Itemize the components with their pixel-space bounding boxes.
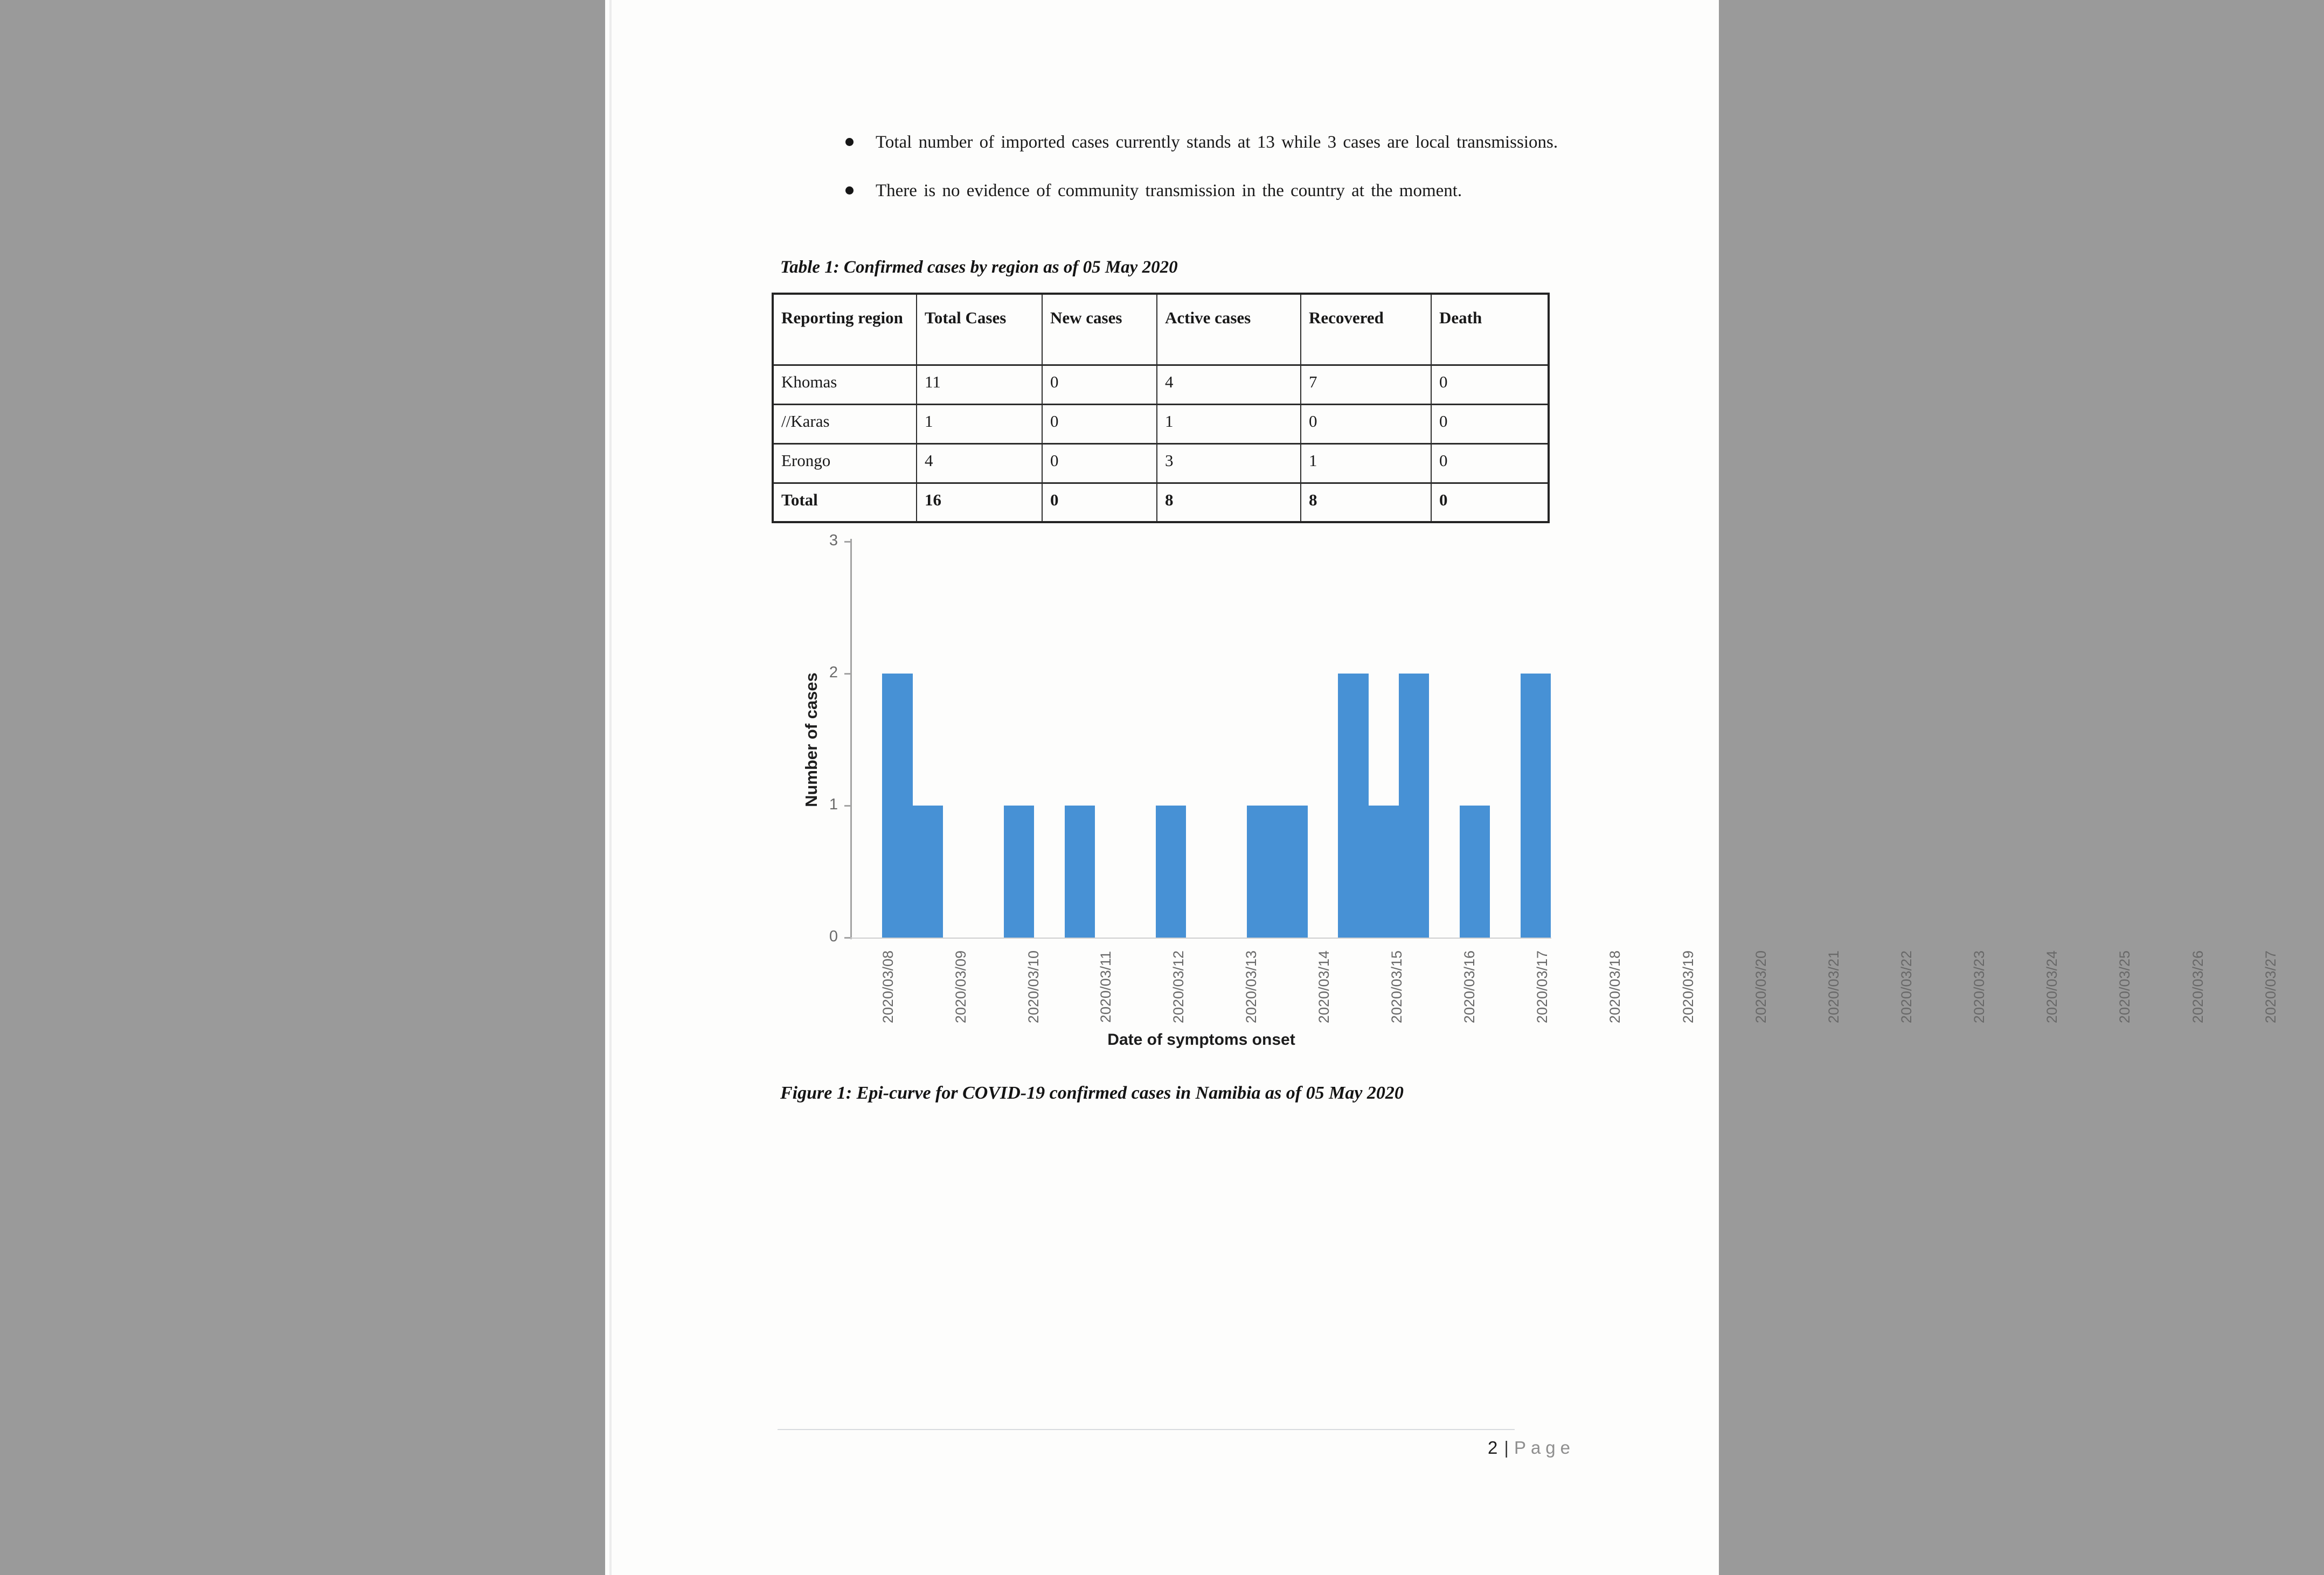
table-header-cell: New cases (1042, 294, 1157, 365)
document-page (605, 0, 2279, 1575)
bar-slot (1065, 542, 1095, 938)
y-tick-label: 2 (829, 664, 838, 681)
confirmed-cases-table (772, 293, 1550, 523)
y-tick-label: 3 (829, 532, 838, 549)
x-label-slot (1870, 942, 1943, 1031)
y-tick-label: 1 (829, 796, 838, 813)
x-label-slot (1579, 942, 1652, 1031)
bar (913, 806, 943, 938)
region-cell: Erongo (773, 443, 917, 483)
value-cell: 0 (1042, 443, 1157, 483)
value-cell: 1 (1301, 443, 1431, 483)
bar-slot (1369, 542, 1399, 938)
bullet-text: There is no evidence of community transmission in the country at the moment. (876, 181, 1462, 200)
value-cell: 8 (1157, 483, 1301, 522)
x-tick-label: 2020/03/16 (1461, 950, 1478, 1023)
table-row (773, 404, 1549, 443)
x-label-slot (2089, 942, 2161, 1031)
x-tick-label: 2020/03/24 (2044, 950, 2061, 1023)
y-tick-mark (844, 541, 851, 543)
bar-slot (1156, 542, 1186, 938)
x-label-slot (1652, 942, 1725, 1031)
x-label-slot (997, 942, 1070, 1031)
x-tick-label: 2020/03/09 (953, 950, 969, 1023)
x-tick-label: 2020/03/26 (2189, 950, 2206, 1023)
page-number: 2 (1488, 1438, 1498, 1458)
bar-slot (1521, 542, 1551, 938)
bar-slot (943, 542, 973, 938)
x-label-slot (2016, 942, 2089, 1031)
bar-slot (852, 542, 882, 938)
x-tick-label: 2020/03/27 (2262, 950, 2279, 1023)
x-tick-label: 2020/03/15 (1389, 950, 1405, 1023)
table-row (773, 483, 1549, 522)
x-label-slot (852, 942, 925, 1031)
bar-slot (913, 542, 943, 938)
x-label-slot (925, 942, 997, 1031)
bar-slot (1460, 542, 1490, 938)
value-cell: 0 (1431, 483, 1549, 522)
value-cell: 0 (1301, 404, 1431, 443)
x-label-slot (1506, 942, 1579, 1031)
plot-area (852, 542, 1551, 938)
x-label-slot (1798, 942, 1870, 1031)
bar-slot (1217, 542, 1247, 938)
x-tick-label: 2020/03/11 (1098, 950, 1114, 1023)
x-label-slot (1943, 942, 2016, 1031)
bar (882, 674, 912, 938)
x-tick-label: 2020/03/17 (1534, 950, 1551, 1023)
x-tick-label: 2020/03/19 (1680, 950, 1696, 1023)
bar-slot (1004, 542, 1034, 938)
bar (1521, 674, 1551, 938)
x-label-slot (1725, 942, 1798, 1031)
bar-slot (1034, 542, 1064, 938)
y-axis-title-text: Number of cases (802, 672, 821, 807)
bar (1338, 674, 1368, 938)
x-tick-label: 2020/03/10 (1025, 950, 1042, 1023)
bar (1156, 806, 1186, 938)
bullet-list (842, 122, 1578, 219)
x-label-slot (1433, 942, 1506, 1031)
bar-slot (1277, 542, 1307, 938)
bar-slot (882, 542, 912, 938)
x-axis-line (850, 938, 1551, 939)
value-cell: 0 (1042, 404, 1157, 443)
x-tick-label: 2020/03/20 (1752, 950, 1769, 1023)
x-tick-label: 2020/03/22 (1898, 950, 1915, 1023)
value-cell: 4 (917, 443, 1042, 483)
value-cell: 3 (1157, 443, 1301, 483)
bullet-text: Total number of imported cases currently stands at 13 while 3 cases are local transmissions. (876, 133, 1558, 152)
x-tick-label: 2020/03/21 (1825, 950, 1842, 1023)
footer-page-label: Page (1514, 1438, 1576, 1458)
footer-rule (778, 1429, 1515, 1430)
bar (1460, 806, 1490, 938)
bar (1247, 806, 1277, 938)
value-cell: 0 (1042, 483, 1157, 522)
bar (1065, 806, 1095, 938)
table-header-row (773, 294, 1549, 365)
bar-slot (1490, 542, 1520, 938)
x-tick-label: 2020/03/12 (1170, 950, 1187, 1023)
bar-slot (1429, 542, 1459, 938)
value-cell: 1 (917, 404, 1042, 443)
x-tick-label: 2020/03/14 (1315, 950, 1332, 1023)
table-title: Table 1: Confirmed cases by region as of 05 May 2020 (780, 258, 1178, 277)
bullet-dot-icon (845, 138, 854, 146)
bullet-dot-icon (845, 186, 854, 195)
bullet-item (842, 170, 1578, 211)
value-cell: 16 (917, 483, 1042, 522)
y-tick-label: 0 (829, 928, 838, 945)
value-cell: 7 (1301, 365, 1431, 404)
table-row (773, 443, 1549, 483)
x-tick-label: 2020/03/13 (1243, 950, 1259, 1023)
figure-caption: Figure 1: Epi-curve for COVID-19 confirmed cases in Namibia as of 05 May 2020 (780, 1083, 1404, 1103)
bullet-item (842, 122, 1578, 163)
value-cell: 0 (1431, 443, 1549, 483)
x-label-slot (1070, 942, 1142, 1031)
bar-slot (1186, 542, 1216, 938)
bar-slot (974, 542, 1004, 938)
bar (1004, 806, 1034, 938)
table-header-cell: Active cases (1157, 294, 1301, 365)
bar-slot (1095, 542, 1125, 938)
x-tick-label: 2020/03/18 (1607, 950, 1624, 1023)
value-cell: 4 (1157, 365, 1301, 404)
value-cell: 0 (1431, 404, 1549, 443)
x-tick-label: 2020/03/08 (880, 950, 897, 1023)
table-row (773, 365, 1549, 404)
x-tick-label: 2020/03/23 (1971, 950, 1988, 1023)
value-cell: 1 (1157, 404, 1301, 443)
x-label-slot (1288, 942, 1361, 1031)
x-label-slot (2162, 942, 2235, 1031)
bar-slot (1338, 542, 1368, 938)
table-header-cell: Reporting region (773, 294, 917, 365)
x-label-slot (2235, 942, 2307, 1031)
bar (1277, 806, 1307, 938)
table-header-cell: Death (1431, 294, 1549, 365)
page-footer (1488, 1438, 1575, 1458)
epi-curve-chart (605, 525, 2279, 1064)
table-header-cell: Recovered (1301, 294, 1431, 365)
y-tick-mark (844, 805, 851, 807)
region-cell: Khomas (773, 365, 917, 404)
bar-slot (1399, 542, 1429, 938)
value-cell: 0 (1042, 365, 1157, 404)
bar-slot (1247, 542, 1277, 938)
value-cell: 0 (1431, 365, 1549, 404)
x-label-slot (1361, 942, 1433, 1031)
x-axis-title: Date of symptoms onset (1107, 1031, 1295, 1049)
bar (1369, 806, 1399, 938)
x-tick-label: 2020/03/25 (2117, 950, 2133, 1023)
value-cell: 8 (1301, 483, 1431, 522)
bar (1399, 674, 1429, 938)
x-label-slot (1142, 942, 1215, 1031)
y-tick-mark (844, 673, 851, 675)
bar-slot (1308, 542, 1338, 938)
footer-separator: | (1504, 1438, 1509, 1458)
value-cell: 11 (917, 365, 1042, 404)
x-label-slot (1215, 942, 1288, 1031)
region-cell: Total (773, 483, 917, 522)
x-label-slot (2307, 942, 2324, 1031)
region-cell: //Karas (773, 404, 917, 443)
table-header-cell: Total Cases (917, 294, 1042, 365)
bar-slot (1126, 542, 1156, 938)
x-axis-labels (852, 942, 2279, 1031)
